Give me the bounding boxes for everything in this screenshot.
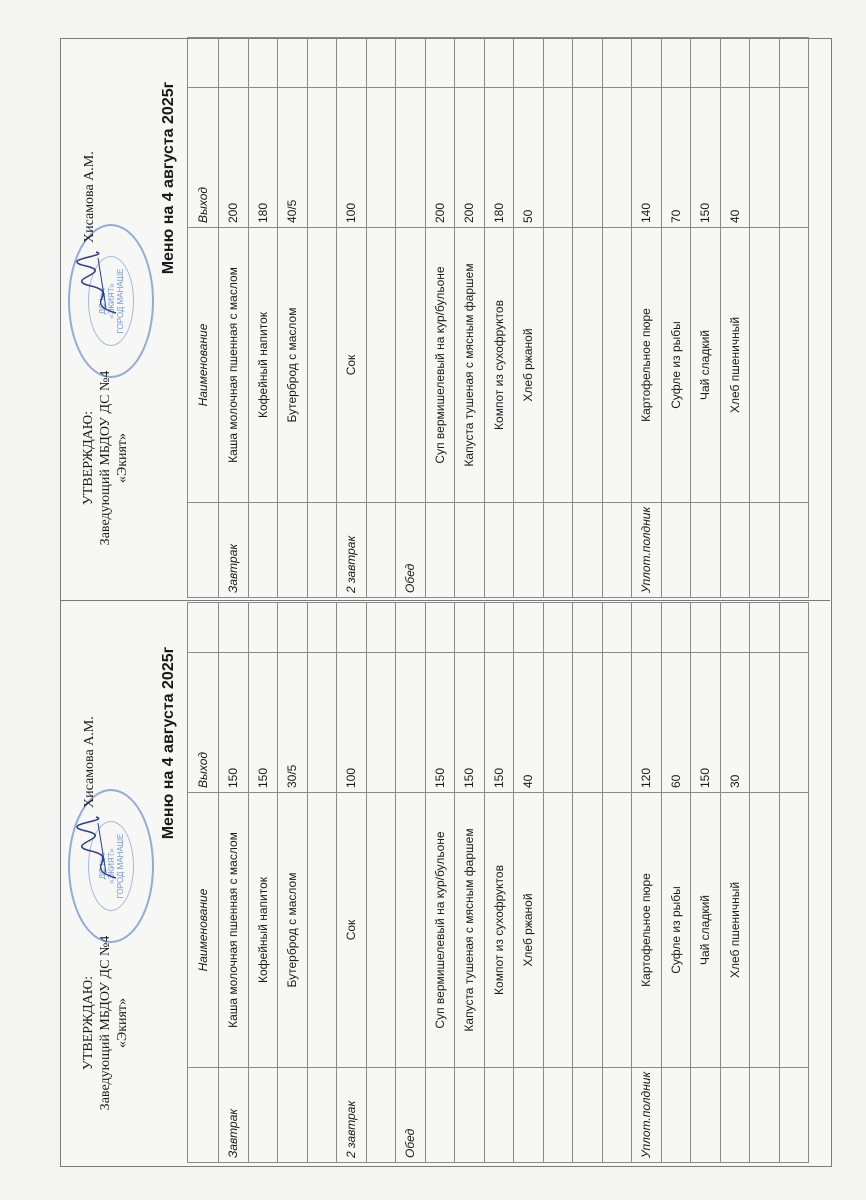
extra-cell bbox=[661, 38, 691, 88]
meal-cell bbox=[455, 503, 485, 598]
dish-name-cell: Хлеб ржаной bbox=[514, 228, 544, 503]
extra-cell bbox=[750, 603, 780, 653]
table-row bbox=[632, 603, 662, 1163]
extra-cell bbox=[602, 38, 632, 88]
extra-cell bbox=[425, 603, 455, 653]
extra-cell bbox=[602, 603, 632, 653]
extra-cell bbox=[691, 603, 721, 653]
dish-name-cell: Суп вермишелевый на кур/бульоне bbox=[425, 793, 455, 1068]
dish-name-cell: Компот из сухофруктов bbox=[484, 793, 514, 1068]
approval-org: «Экият» bbox=[115, 432, 130, 484]
signature-scribble bbox=[76, 813, 126, 883]
table-row bbox=[366, 603, 396, 1163]
meal-cell bbox=[573, 503, 603, 598]
extra-cell bbox=[455, 603, 485, 653]
table-row bbox=[661, 38, 691, 598]
extra-cell bbox=[278, 603, 308, 653]
dish-name-cell: Чай сладкий bbox=[691, 228, 721, 503]
output-cell: 40 bbox=[514, 653, 544, 793]
table-row bbox=[219, 38, 249, 598]
dish-name-cell: Картофельное пюре bbox=[632, 228, 662, 503]
output-cell: 40/5 bbox=[278, 88, 308, 228]
meal-cell bbox=[366, 1068, 396, 1163]
table-row bbox=[602, 603, 632, 1163]
table-row bbox=[337, 38, 367, 598]
table-header-row bbox=[188, 38, 219, 598]
table-row bbox=[396, 38, 426, 598]
menu-header bbox=[62, 38, 187, 598]
meal-cell bbox=[691, 1068, 721, 1163]
output-cell bbox=[307, 653, 337, 793]
dish-name-cell: Бутерброд с маслом bbox=[278, 228, 308, 503]
table-row bbox=[720, 603, 750, 1163]
extra-cell bbox=[661, 603, 691, 653]
table-row bbox=[484, 38, 514, 598]
output-cell bbox=[602, 88, 632, 228]
output-cell: 60 bbox=[661, 653, 691, 793]
output-cell bbox=[602, 653, 632, 793]
output-cell: 200 bbox=[219, 88, 249, 228]
meal-cell: Обед bbox=[396, 503, 426, 598]
extra-cell bbox=[779, 603, 809, 653]
dish-name-cell: Кофейный напиток bbox=[248, 793, 278, 1068]
meal-cell: 2 завтрак bbox=[337, 503, 367, 598]
table-row bbox=[396, 603, 426, 1163]
extra-cell bbox=[366, 603, 396, 653]
official-stamp: ДС №4 «ЭКИЯТ» ГОРОД МАНАШЕ bbox=[68, 224, 154, 378]
output-header: Выход bbox=[188, 653, 219, 793]
extra-cell bbox=[396, 38, 426, 88]
official-stamp: ДС №4 «ЭКИЯТ» ГОРОД МАНАШЕ bbox=[68, 789, 154, 943]
half-divider bbox=[60, 600, 830, 601]
dish-name-cell: Сок bbox=[337, 793, 367, 1068]
dish-name-cell bbox=[307, 228, 337, 503]
table-row bbox=[219, 603, 249, 1163]
output-cell: 150 bbox=[425, 653, 455, 793]
meal-cell bbox=[573, 1068, 603, 1163]
name-header: Наименование bbox=[188, 793, 219, 1068]
meal-cell bbox=[661, 503, 691, 598]
dish-name-cell bbox=[779, 793, 809, 1068]
signer-name: Хисамова А.М. bbox=[82, 716, 97, 808]
extra-cell bbox=[307, 38, 337, 88]
table-row bbox=[632, 38, 662, 598]
meal-cell bbox=[779, 503, 809, 598]
output-cell bbox=[750, 88, 780, 228]
output-cell: 150 bbox=[248, 653, 278, 793]
table-row bbox=[366, 38, 396, 598]
menu-title: Меню на 4 августа 2025г bbox=[160, 81, 177, 275]
output-cell: 100 bbox=[337, 653, 367, 793]
meal-cell bbox=[602, 1068, 632, 1163]
extra-cell bbox=[632, 38, 662, 88]
dish-name-cell: Капуста тушеная с мясным фаршем bbox=[455, 228, 485, 503]
output-cell bbox=[366, 88, 396, 228]
table-row bbox=[750, 603, 780, 1163]
output-header: Выход bbox=[188, 88, 219, 228]
meal-cell bbox=[248, 1068, 278, 1163]
meal-cell: Уплот.полдник bbox=[632, 1068, 662, 1163]
meal-cell bbox=[278, 1068, 308, 1163]
extra-header bbox=[188, 38, 219, 88]
dish-name-cell bbox=[573, 793, 603, 1068]
table-row bbox=[425, 603, 455, 1163]
extra-cell bbox=[543, 38, 573, 88]
output-cell bbox=[307, 88, 337, 228]
meal-cell bbox=[514, 503, 544, 598]
meal-cell bbox=[514, 1068, 544, 1163]
extra-cell bbox=[366, 38, 396, 88]
extra-cell bbox=[779, 38, 809, 88]
meal-cell bbox=[750, 503, 780, 598]
meal-cell bbox=[602, 503, 632, 598]
output-cell bbox=[396, 88, 426, 228]
signer-name: Хисамова А.М. bbox=[82, 151, 97, 243]
output-cell: 150 bbox=[484, 653, 514, 793]
menu-panel-lower bbox=[62, 603, 832, 1163]
dish-name-cell bbox=[602, 793, 632, 1068]
meal-header bbox=[188, 1068, 219, 1163]
table-row bbox=[720, 38, 750, 598]
extra-cell bbox=[484, 38, 514, 88]
meal-cell bbox=[307, 1068, 337, 1163]
extra-cell bbox=[278, 38, 308, 88]
dish-name-cell bbox=[573, 228, 603, 503]
extra-cell bbox=[219, 603, 249, 653]
output-cell: 150 bbox=[219, 653, 249, 793]
table-row bbox=[514, 38, 544, 598]
extra-cell bbox=[455, 38, 485, 88]
meal-cell: Уплот.полдник bbox=[632, 503, 662, 598]
table-row bbox=[543, 603, 573, 1163]
menu-header bbox=[62, 603, 187, 1163]
dish-name-cell: Кофейный напиток bbox=[248, 228, 278, 503]
dish-name-cell bbox=[366, 793, 396, 1068]
table-row bbox=[278, 38, 308, 598]
extra-cell bbox=[484, 603, 514, 653]
output-cell: 200 bbox=[425, 88, 455, 228]
table-row bbox=[455, 38, 485, 598]
extra-cell bbox=[337, 603, 367, 653]
table-row bbox=[573, 603, 603, 1163]
table-row bbox=[307, 603, 337, 1163]
table-row bbox=[779, 38, 809, 598]
output-cell bbox=[750, 653, 780, 793]
extra-cell bbox=[720, 38, 750, 88]
meal-cell bbox=[720, 1068, 750, 1163]
approval-title: УТВЕРЖДАЮ: bbox=[81, 975, 96, 1071]
output-cell: 180 bbox=[248, 88, 278, 228]
meal-cell: Обед bbox=[396, 1068, 426, 1163]
dish-name-cell bbox=[779, 228, 809, 503]
extra-cell bbox=[248, 38, 278, 88]
extra-cell bbox=[720, 603, 750, 653]
table-row bbox=[543, 38, 573, 598]
menu-table bbox=[187, 602, 809, 1163]
output-cell bbox=[396, 653, 426, 793]
approval-position: Заведующий МБДОУ ДС №4 bbox=[98, 370, 113, 546]
dish-name-cell: Суп вермишелевый на кур/бульоне bbox=[425, 228, 455, 503]
dish-name-cell: Суфле из рыбы bbox=[661, 228, 691, 503]
table-row bbox=[484, 603, 514, 1163]
output-cell: 40 bbox=[720, 88, 750, 228]
meal-cell bbox=[543, 503, 573, 598]
table-row bbox=[337, 603, 367, 1163]
table-row bbox=[455, 603, 485, 1163]
meal-cell bbox=[248, 503, 278, 598]
dish-name-cell: Бутерброд с маслом bbox=[278, 793, 308, 1068]
dish-name-cell: Компот из сухофруктов bbox=[484, 228, 514, 503]
extra-cell bbox=[514, 603, 544, 653]
table-header-row bbox=[188, 603, 219, 1163]
extra-cell bbox=[514, 38, 544, 88]
menu-title: Меню на 4 августа 2025г bbox=[160, 646, 177, 840]
dish-name-cell bbox=[396, 793, 426, 1068]
approval-position: Заведующий МБДОУ ДС №4 bbox=[98, 935, 113, 1111]
extra-cell bbox=[750, 38, 780, 88]
output-cell: 30/5 bbox=[278, 653, 308, 793]
extra-cell bbox=[425, 38, 455, 88]
table-row bbox=[691, 38, 721, 598]
dish-name-cell: Каша молочная пшенная с маслом bbox=[219, 228, 249, 503]
meal-cell bbox=[691, 503, 721, 598]
output-cell: 30 bbox=[720, 653, 750, 793]
dish-name-cell bbox=[366, 228, 396, 503]
extra-cell bbox=[337, 38, 367, 88]
table-row bbox=[425, 38, 455, 598]
approval-title: УТВЕРЖДАЮ: bbox=[81, 410, 96, 506]
table-row bbox=[278, 603, 308, 1163]
extra-cell bbox=[573, 603, 603, 653]
dish-name-cell bbox=[307, 793, 337, 1068]
output-cell bbox=[573, 88, 603, 228]
output-cell: 150 bbox=[691, 653, 721, 793]
menu-table bbox=[187, 37, 809, 598]
dish-name-cell: Хлеб пшеничный bbox=[720, 793, 750, 1068]
output-cell: 70 bbox=[661, 88, 691, 228]
table-row bbox=[307, 38, 337, 598]
meal-cell bbox=[750, 1068, 780, 1163]
meal-cell: Завтрак bbox=[219, 503, 249, 598]
meal-cell bbox=[779, 1068, 809, 1163]
meal-cell bbox=[455, 1068, 485, 1163]
dish-name-cell bbox=[543, 228, 573, 503]
extra-header bbox=[188, 603, 219, 653]
output-cell bbox=[366, 653, 396, 793]
dish-name-cell: Каша молочная пшенная с маслом bbox=[219, 793, 249, 1068]
table-row bbox=[573, 38, 603, 598]
meal-cell bbox=[484, 1068, 514, 1163]
extra-cell bbox=[307, 603, 337, 653]
meal-cell bbox=[661, 1068, 691, 1163]
meal-cell bbox=[425, 503, 455, 598]
output-cell: 140 bbox=[632, 88, 662, 228]
dish-name-cell bbox=[396, 228, 426, 503]
meal-cell bbox=[307, 503, 337, 598]
meal-cell bbox=[484, 503, 514, 598]
output-cell: 200 bbox=[455, 88, 485, 228]
dish-name-cell bbox=[750, 228, 780, 503]
meal-cell bbox=[278, 503, 308, 598]
meal-cell bbox=[543, 1068, 573, 1163]
table-row bbox=[779, 603, 809, 1163]
meal-header bbox=[188, 503, 219, 598]
dish-name-cell bbox=[543, 793, 573, 1068]
extra-cell bbox=[248, 603, 278, 653]
meal-cell bbox=[425, 1068, 455, 1163]
extra-cell bbox=[219, 38, 249, 88]
table-row bbox=[248, 603, 278, 1163]
output-cell bbox=[543, 653, 573, 793]
output-cell: 180 bbox=[484, 88, 514, 228]
output-cell: 100 bbox=[337, 88, 367, 228]
table-row bbox=[661, 603, 691, 1163]
output-cell: 50 bbox=[514, 88, 544, 228]
meal-cell bbox=[366, 503, 396, 598]
signature-scribble bbox=[76, 248, 126, 318]
approval-org: «Экият» bbox=[115, 997, 130, 1049]
dish-name-cell: Хлеб ржаной bbox=[514, 793, 544, 1068]
extra-cell bbox=[396, 603, 426, 653]
meal-cell: Завтрак bbox=[219, 1068, 249, 1163]
table-row bbox=[691, 603, 721, 1163]
dish-name-cell: Сок bbox=[337, 228, 367, 503]
output-cell: 150 bbox=[691, 88, 721, 228]
extra-cell bbox=[632, 603, 662, 653]
dish-name-cell: Чай сладкий bbox=[691, 793, 721, 1068]
menu-panel-upper bbox=[62, 38, 832, 598]
meal-cell bbox=[720, 503, 750, 598]
extra-cell bbox=[573, 38, 603, 88]
extra-cell bbox=[543, 603, 573, 653]
output-cell bbox=[779, 653, 809, 793]
output-cell: 150 bbox=[455, 653, 485, 793]
name-header: Наименование bbox=[188, 228, 219, 503]
dish-name-cell bbox=[750, 793, 780, 1068]
output-cell bbox=[779, 88, 809, 228]
dish-name-cell: Картофельное пюре bbox=[632, 793, 662, 1068]
output-cell bbox=[573, 653, 603, 793]
output-cell: 120 bbox=[632, 653, 662, 793]
output-cell bbox=[543, 88, 573, 228]
extra-cell bbox=[691, 38, 721, 88]
meal-cell: 2 завтрак bbox=[337, 1068, 367, 1163]
dish-name-cell: Суфле из рыбы bbox=[661, 793, 691, 1068]
table-row bbox=[750, 38, 780, 598]
table-row bbox=[514, 603, 544, 1163]
dish-name-cell: Капуста тушеная с мясным фаршем bbox=[455, 793, 485, 1068]
dish-name-cell: Хлеб пшеничный bbox=[720, 228, 750, 503]
dish-name-cell bbox=[602, 228, 632, 503]
table-row bbox=[602, 38, 632, 598]
table-row bbox=[248, 38, 278, 598]
